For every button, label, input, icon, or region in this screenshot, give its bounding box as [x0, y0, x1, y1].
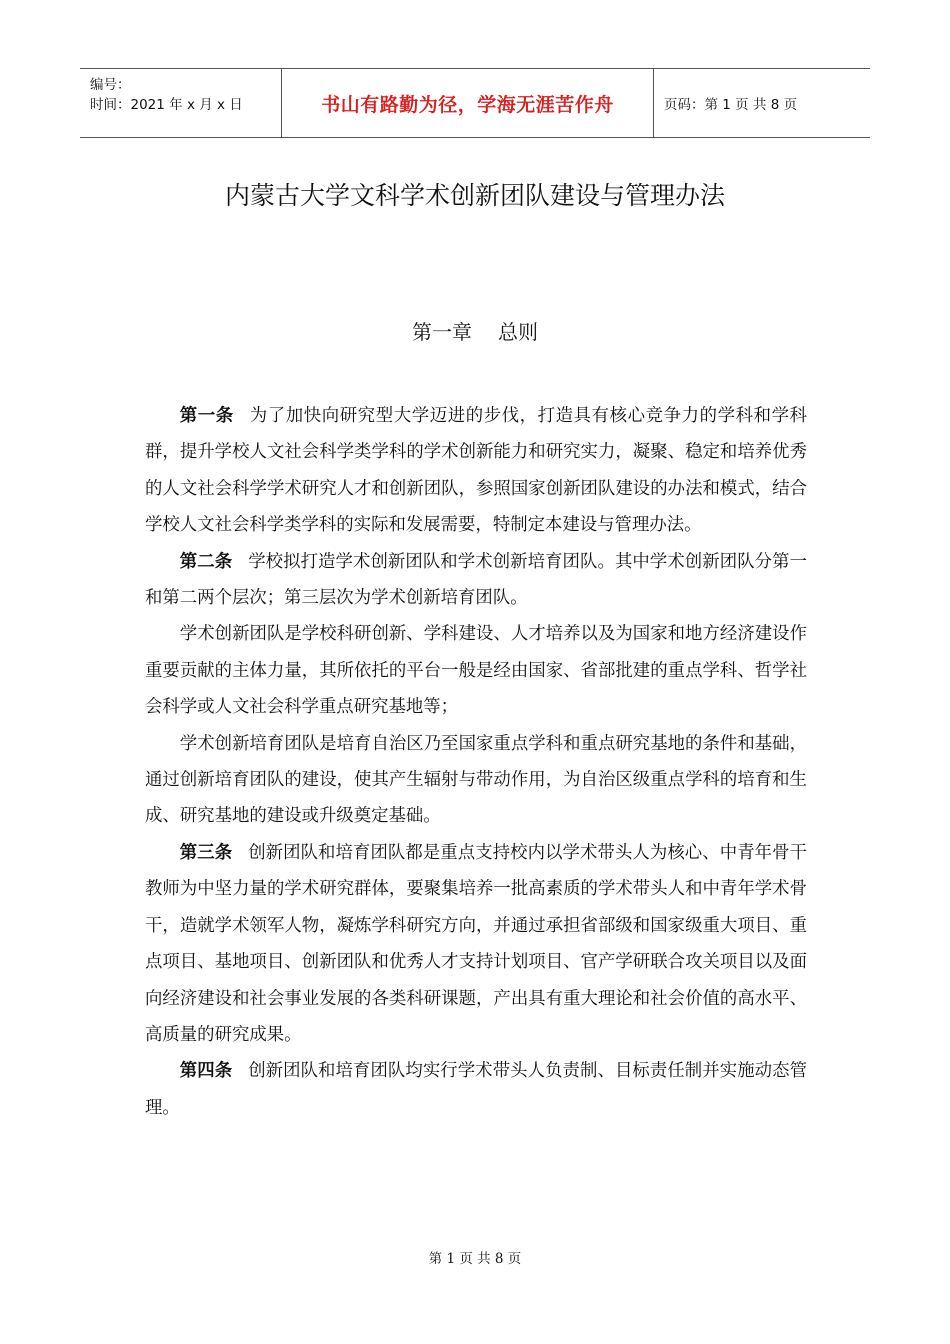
header-divider [653, 69, 654, 137]
paragraph-text: 学术创新团队是学校科研创新、学科建设、人才培养以及为国家和地方经济建设作重要贡献的主体力量，其所依托的平台一般是经由国家、省部批建的重点学科、哲学社会科学或人文社会科学重点研究基地等； [145, 624, 807, 718]
article-paragraph [145, 835, 807, 1053]
chapter-title: 总则 [498, 320, 538, 344]
article-label: 第一条 [179, 406, 234, 426]
article-paragraph [145, 544, 807, 617]
paragraph-text: 学术创新培育团队是培育自治区乃至国家重点学科和重点研究基地的条件和基础，通过创新培育团队的建设，使其产生辐射与带动作用，为自治区级重点学科的培育和生成、研究基地的建设或升级奠定基础。 [145, 733, 807, 827]
page-header [80, 68, 870, 138]
paragraph [145, 726, 807, 835]
header-motto: 书山有路勤为径，学海无涯苦作舟 [321, 93, 614, 116]
number-label: 编号： [90, 77, 131, 93]
article-paragraph [145, 398, 807, 544]
chapter-heading [0, 316, 950, 345]
page-footer: 第 1 页 共 8 页 [428, 1251, 522, 1267]
chapter-number: 第一章 [412, 320, 472, 344]
article-text: 学校拟打造学术创新团队和学术创新培育团队。其中学术创新团队分第一和第二两个层次；第三层次为学术创新培育团队。 [145, 551, 807, 609]
article-text: 创新团队和培育团队均实行学术带头人负责制、目标责任制并实施动态管理。 [145, 1061, 807, 1118]
article-text: 创新团队和培育团队都是重点支持校内以学术带头人为核心、中青年骨干教师为中坚力量的学术研究群体，要聚集培养一批高素质的学术带头人和中青年学术骨干，造就学术领军人物，凝炼学科研究方向，并通过承担省部级和国家级重大项目、重点项目、基地项目、创新团队和优秀人才支持计划项目、官产学研联合攻关项目以及面向经济建设和社会事业发展的各类科研课题，产出具有重大理论和社会价值的高水平、高质量的研究成果。 [145, 842, 807, 1045]
article-label: 第二条 [179, 551, 233, 572]
article-label: 第四条 [179, 1061, 233, 1082]
document-body [145, 398, 807, 1126]
article-text: 为了加快向研究型大学迈进的步伐，打造具有核心竞争力的学科和学科群，提升学校人文社会科学类学科的学术创新能力和研究实力，凝聚、稳定和培养优秀的人文社会科学学术研究人才和创新团队，参照国家创新团队建设的办法和模式，结合学校人文社会科学类学科的实际和发展需要，特制定本建设与管理办法。 [145, 406, 807, 536]
time-label: 时间：2021 年 x 月 x 日 [90, 97, 243, 113]
article-paragraph [145, 1053, 807, 1126]
document-title: 内蒙古大学文科学术创新团队建设与管理办法 [224, 181, 725, 210]
article-label: 第三条 [179, 842, 233, 863]
header-meta [80, 69, 281, 137]
paragraph [145, 616, 807, 725]
header-page-info: 页码：第 1 页 共 8 页 [664, 97, 798, 113]
